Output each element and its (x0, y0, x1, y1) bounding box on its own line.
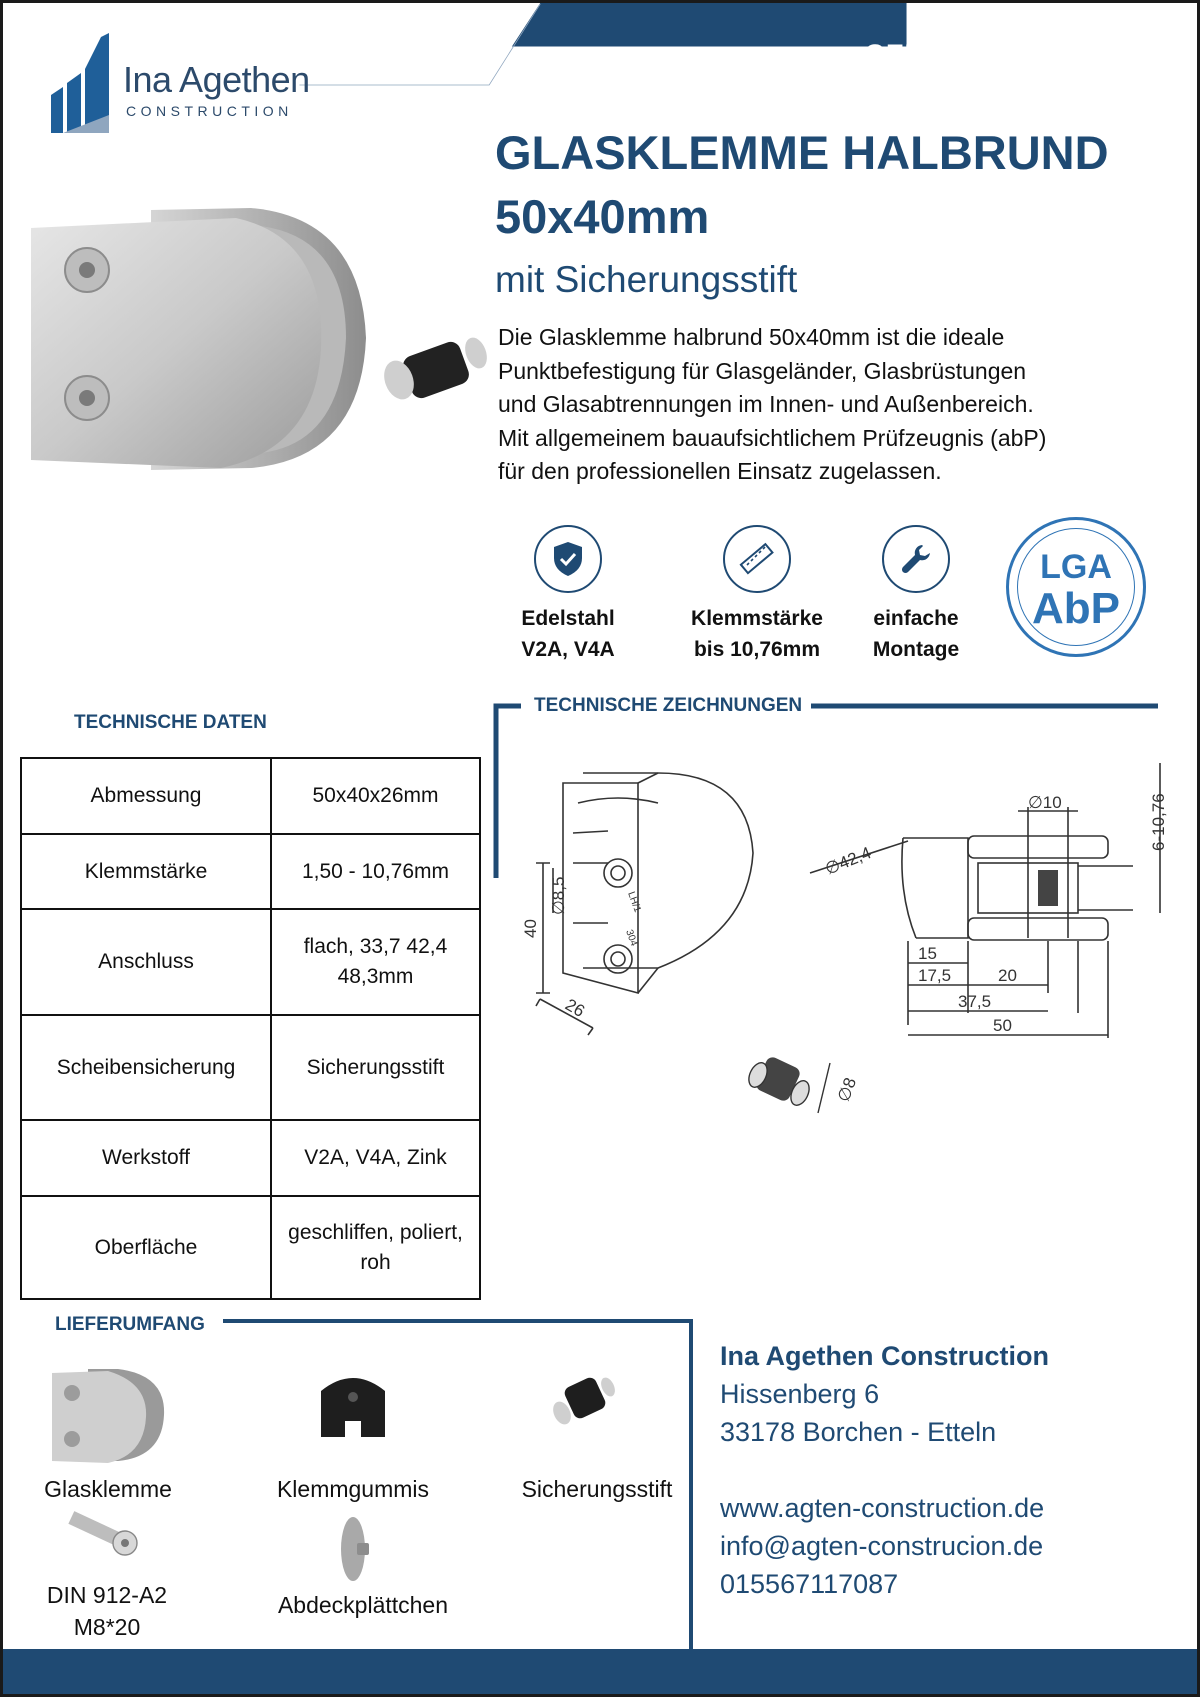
table-value: geschliffen, poliert, roh (271, 1196, 480, 1299)
table-value: 1,50 - 10,76mm (271, 834, 480, 909)
seal-bottom-text: AbP (1032, 584, 1120, 633)
seal-top-text: LGA (1040, 548, 1112, 586)
dim-label: 37,5 (958, 992, 992, 1011)
feature-label: einfache (873, 607, 959, 630)
contact-company: Ina Agethen Construction (720, 1341, 1049, 1371)
feature-thickness (672, 525, 842, 665)
table-key: Abmessung (21, 758, 271, 834)
title-line-2: 50x40mm (495, 190, 710, 243)
feature-label: Edelstahl (521, 607, 615, 630)
dim-label: 15 (918, 944, 937, 963)
title-line-1: GLASKLEMME HALBRUND (495, 126, 1109, 179)
table-value: V2A, V4A, Zink (271, 1120, 480, 1196)
footer-band (3, 1649, 1200, 1697)
table-key: Klemmstärke (21, 834, 271, 909)
rubber-image (315, 1371, 391, 1443)
dim-label: ∅8 (833, 1075, 861, 1105)
drawings-heading: TECHNISCHE ZEICHNUNGEN (534, 695, 803, 716)
feature-label: Klemmstärke (691, 607, 823, 630)
dim-label: ∅42,4 (822, 843, 874, 879)
shield-check-icon (534, 525, 602, 593)
contact-block (720, 1337, 1049, 1603)
scope-item-clamp: Glasklemme (44, 1476, 172, 1502)
contact-website-link[interactable]: www.agten-construction.de (720, 1493, 1045, 1523)
lga-abp-seal (1006, 517, 1146, 657)
dim-label: ∅8,5 (549, 876, 568, 915)
feature-label: V2A, V4A (521, 638, 615, 661)
product-subtitle: mit Sicherungsstift (495, 259, 798, 300)
product-description (498, 321, 1138, 489)
logo-name: Ina Agethen (123, 59, 310, 100)
wrench-icon (882, 525, 950, 593)
dim-label: 26 (562, 995, 588, 1021)
scope-item-rubber: Klemmgummis (276, 1476, 430, 1502)
technical-drawing (508, 763, 1168, 1153)
table-key: Scheibensicherung (21, 1015, 271, 1120)
dim-label: ∅10 (1028, 793, 1062, 812)
scope-item-screw (27, 1579, 187, 1643)
description-line: Mit allgemeinem bauaufsichtlichem Prüfzeugnis (abP) (498, 424, 1047, 451)
scope-item-pin: Sicherungsstift (521, 1476, 673, 1502)
description-line: und Glasabtrennungen im Innen- und Außenbereich. (498, 391, 1034, 417)
table-value: flach, 33,7 42,4 48,3mm (271, 909, 480, 1015)
scope-heading: LIEFERUMFANG (55, 1314, 205, 1335)
feature-material (483, 525, 653, 665)
table-key: Werkstoff (21, 1120, 271, 1196)
table-row (21, 758, 480, 834)
tech-data-table (20, 757, 481, 1300)
table-value: Sicherungsstift (271, 1015, 480, 1120)
tech-data-heading: TECHNISCHE DATEN (74, 712, 267, 733)
screw-line-2: M8*20 (73, 1614, 141, 1640)
logo-mark-icon (49, 33, 119, 138)
table-row (21, 1196, 480, 1299)
ruler-icon (723, 525, 791, 593)
table-key: Anschluss (21, 909, 271, 1015)
feature-label: bis 10,76mm (693, 638, 821, 661)
scope-item-cap: Abdeckplättchen (277, 1592, 449, 1618)
dim-label: 6-10,76 (1149, 793, 1168, 851)
table-row (21, 834, 480, 909)
table-key: Oberfläche (21, 1196, 271, 1299)
table-row (21, 1120, 480, 1196)
product-title (495, 121, 1109, 249)
dim-label: 304 (623, 928, 640, 948)
product-photo (21, 198, 491, 498)
dim-label: 20 (998, 966, 1017, 985)
table-row (21, 909, 480, 1015)
cap-image (339, 1515, 373, 1583)
screw-line-1: DIN 912-A2 (46, 1582, 168, 1608)
dim-label: 40 (521, 919, 540, 938)
company-logo (49, 33, 329, 138)
dim-label: LH/1 (625, 890, 643, 914)
description-line: Die Glasklemme halbrund 50x40mm ist die ideale (498, 324, 1005, 350)
contact-street: Hissenberg 6 (720, 1379, 880, 1409)
description-line: für den professionellen Einsatz zugelassen. (498, 458, 942, 484)
contact-email-link[interactable]: info@agten-construcion.de (720, 1531, 1044, 1561)
dim-label: 17,5 (918, 966, 952, 985)
dim-label: 50 (993, 1016, 1012, 1035)
pin-image (548, 1375, 623, 1430)
contact-phone[interactable]: 015567117087 (720, 1569, 899, 1599)
description-line: Punktbefestigung für Glasgeländer, Glasbrüstungen (498, 357, 1027, 384)
logo-subtitle: CONSTRUCTION (126, 103, 293, 119)
category-label: GELÄNDERZUBEHÖR (864, 39, 1157, 69)
table-row (21, 1015, 480, 1120)
table-value: 50x40x26mm (271, 758, 480, 834)
feature-label: Montage (872, 638, 960, 661)
screw-image (65, 1511, 143, 1559)
clamp-image (48, 1363, 168, 1468)
feature-mounting (831, 525, 1001, 665)
contact-city: 33178 Borchen - Etteln (720, 1417, 997, 1447)
